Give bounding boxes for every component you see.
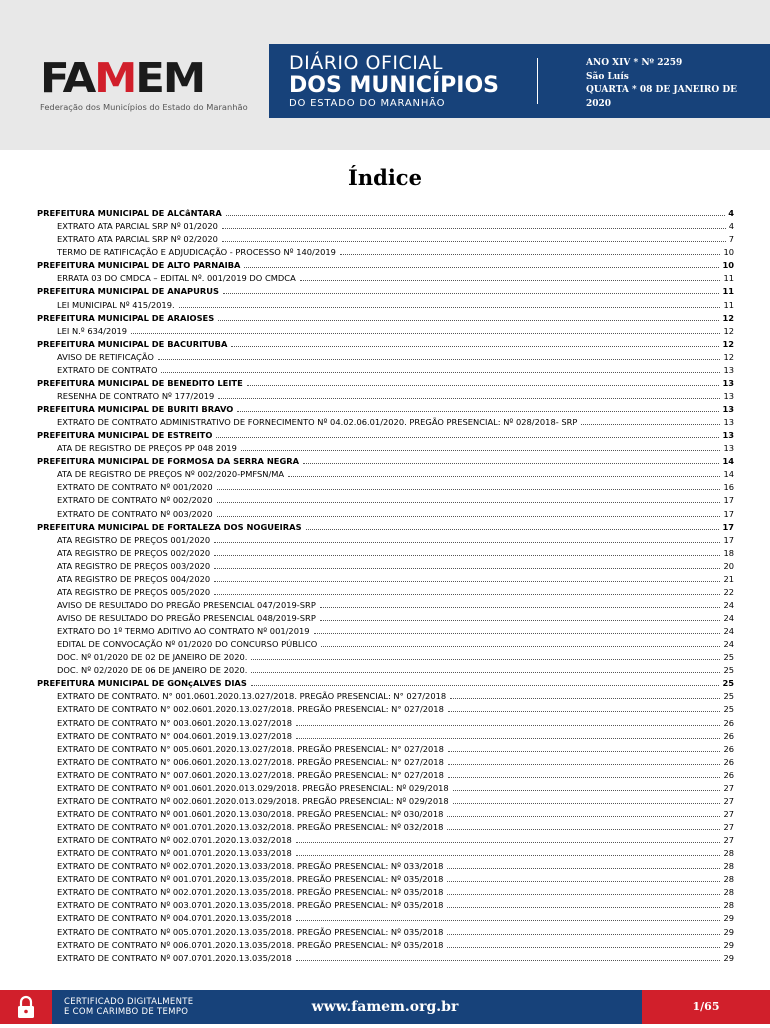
toc-entry-title: PREFEITURA MUNICIPAL DE ALCâNTARA bbox=[37, 208, 222, 219]
toc-page-number: 27 bbox=[723, 795, 734, 806]
toc-entry-title: ATA REGISTRO DE PREÇOS 001/2020 bbox=[57, 534, 211, 545]
toc-dot-leader bbox=[214, 568, 720, 569]
toc-entry-row[interactable] bbox=[37, 232, 734, 245]
toc-entry-title: PREFEITURA MUNICIPAL DE BURITI BRAVO bbox=[37, 404, 234, 414]
toc-entry-title: EXTRATO DE CONTRATO ADMINISTRATIVO DE FORNECIMENTO Nº 04.02.06.01/2020. PREGÃO PRESENCIAL: Nº 028/2018- SRP bbox=[57, 417, 578, 428]
toc-section-row[interactable] bbox=[37, 258, 734, 271]
page-number-box bbox=[642, 990, 770, 1024]
toc-page-number: 14 bbox=[722, 456, 734, 467]
toc-entry-title: ERRATA 03 DO CMDCA – EDITAL Nº. 001/2019 DO CMDCA bbox=[57, 273, 296, 284]
toc-page-number: 13 bbox=[723, 364, 734, 375]
toc-dot-leader bbox=[448, 777, 721, 778]
toc-entry-row[interactable] bbox=[37, 611, 734, 624]
toc-section-row[interactable] bbox=[37, 284, 734, 297]
toc-dot-leader bbox=[231, 346, 719, 347]
toc-dot-leader bbox=[214, 581, 720, 582]
famem-logo bbox=[40, 54, 248, 114]
toc-page-number: 26 bbox=[723, 769, 734, 780]
toc-entry-title: EXTRATO DE CONTRATO Nº 001.0601.2020.13.030/2018. PREGÃO PRESENCIAL: Nº 030/2018 bbox=[57, 808, 444, 819]
toc-dot-leader bbox=[158, 359, 721, 360]
logo-letters-fa: FA bbox=[40, 54, 95, 102]
famem-logo-word bbox=[40, 56, 204, 100]
page-header bbox=[0, 0, 770, 150]
toc-entry-row[interactable] bbox=[37, 480, 734, 493]
toc-section-row[interactable] bbox=[37, 520, 734, 533]
toc-page-number: 17 bbox=[722, 521, 734, 532]
toc-entry-row[interactable] bbox=[37, 768, 734, 781]
toc-page-number: 11 bbox=[723, 273, 734, 284]
toc-dot-leader bbox=[303, 463, 719, 464]
toc-page-number: 22 bbox=[723, 586, 734, 597]
toc-page-number: 12 bbox=[723, 325, 734, 336]
toc-page-number: 13 bbox=[722, 404, 734, 414]
toc-dot-leader bbox=[222, 241, 726, 242]
toc-page-number: 21 bbox=[723, 573, 734, 584]
toc-page-number: 16 bbox=[723, 482, 734, 493]
toc-entry-title: EXTRATO DE CONTRATO Nº 002.0701.2020.13.032/2018 bbox=[57, 835, 292, 846]
toc-section-row[interactable] bbox=[37, 206, 734, 219]
toc-entry-title: LEI MUNICIPAL Nº 415/2019. bbox=[57, 299, 175, 310]
toc-entry-row[interactable] bbox=[37, 742, 734, 755]
toc-dot-leader bbox=[251, 659, 720, 660]
toc-entry-row[interactable] bbox=[37, 637, 734, 650]
toc-dot-leader bbox=[314, 633, 721, 634]
toc-page-number: 24 bbox=[723, 613, 734, 623]
toc-entry-title: EXTRATO DE CONTRATO Nº 002/2020 bbox=[57, 495, 213, 506]
toc-dot-leader bbox=[296, 738, 720, 739]
toc-dot-leader bbox=[179, 307, 721, 308]
toc-entry-title: PREFEITURA MUNICIPAL DE ALTO PARNAIBA bbox=[37, 260, 241, 271]
toc-section-row[interactable] bbox=[37, 311, 734, 324]
toc-page-number: 18 bbox=[723, 547, 734, 558]
toc-entry-title: PREFEITURA MUNICIPAL DE ESTREITO bbox=[37, 430, 213, 441]
toc-dot-leader bbox=[447, 894, 720, 895]
edition-date-line2: 2020 bbox=[586, 98, 612, 109]
toc-page-number: 28 bbox=[723, 887, 734, 898]
toc-entry-title: PREFEITURA MUNICIPAL DE BACURITUBA bbox=[37, 338, 228, 349]
toc-entry-title: ATA REGISTRO DE PREÇOS 002/2020 bbox=[57, 547, 211, 558]
toc-dot-leader bbox=[321, 646, 720, 647]
toc-page-number: 12 bbox=[723, 351, 734, 362]
toc-dot-leader bbox=[448, 751, 721, 752]
toc-entry-title: EXTRATO DE CONTRATO Nº 001/2020 bbox=[57, 482, 213, 493]
toc-entry-row[interactable] bbox=[37, 833, 734, 846]
toc-entry-row[interactable] bbox=[37, 715, 734, 728]
banner-title-line3: DO ESTADO DO MARANHÃO bbox=[289, 98, 446, 109]
toc-dot-leader bbox=[214, 555, 720, 556]
toc-entry-row[interactable] bbox=[37, 924, 734, 937]
toc-page-number: 12 bbox=[722, 338, 734, 349]
toc-dot-leader bbox=[288, 476, 720, 477]
toc-dot-leader bbox=[217, 502, 721, 503]
toc-entry-title: AVISO DE RESULTADO DO PREGÃO PRESENCIAL 047/2019-SRP bbox=[57, 599, 316, 610]
toc-page-number: 13 bbox=[723, 390, 734, 401]
toc-entry-row[interactable] bbox=[37, 898, 734, 911]
toc-entry-row[interactable] bbox=[37, 585, 734, 598]
toc-entry-title: EXTRATO DE CONTRATO Nº 001.0701.2020.13.032/2018. PREGÃO PRESENCIAL: Nº 032/2018 bbox=[57, 822, 444, 832]
toc-dot-leader bbox=[447, 934, 720, 935]
toc-page-number: 27 bbox=[723, 782, 734, 793]
toc-entry-title: PREFEITURA MUNICIPAL DE ANAPURUS bbox=[37, 286, 219, 297]
toc-entry-row[interactable] bbox=[37, 389, 734, 402]
toc-page-number: 28 bbox=[723, 848, 734, 859]
toc-dot-leader bbox=[296, 725, 720, 726]
toc-page-number: 28 bbox=[723, 861, 734, 872]
cert-line2: E COM CARIMBO DE TEMPO bbox=[64, 1007, 189, 1017]
toc-dot-leader bbox=[450, 698, 720, 699]
toc-entry-row[interactable] bbox=[37, 794, 734, 807]
toc-entry-row[interactable] bbox=[37, 506, 734, 519]
toc-page-number: 4 bbox=[728, 221, 734, 232]
toc-dot-leader bbox=[226, 215, 725, 216]
toc-entry-row[interactable] bbox=[37, 689, 734, 702]
toc-page-number: 17 bbox=[723, 495, 734, 506]
toc-dot-leader bbox=[222, 228, 726, 229]
toc-page-number: 24 bbox=[723, 626, 734, 637]
toc-dot-leader bbox=[218, 398, 720, 399]
toc-entry-title: EXTRATO ATA PARCIAL SRP Nº 01/2020 bbox=[57, 221, 218, 232]
toc-dot-leader bbox=[448, 764, 721, 765]
toc-entry-title: EDITAL DE CONVOCAÇÃO Nº 01/2020 DO CONCURSO PÚBLICO bbox=[57, 639, 318, 650]
toc-entry-row[interactable] bbox=[37, 441, 734, 454]
edition-info bbox=[586, 57, 737, 111]
toc-entry-title: EXTRATO DE CONTRATO Nº 001.0701.2020.13.035/2018. PREGÃO PRESENCIAL: Nº 035/2018 bbox=[57, 874, 444, 885]
toc-entry-title: EXTRATO DE CONTRATO N° 002.0601.2020.13.027/2018. PREGÃO PRESENCIAL: N° 027/2018 bbox=[57, 704, 444, 715]
toc-dot-leader bbox=[237, 411, 719, 412]
toc-page-number: 24 bbox=[723, 639, 734, 650]
toc-page-number: 24 bbox=[723, 599, 734, 610]
toc-page-number: 13 bbox=[722, 430, 734, 441]
toc-entry-title: EXTRATO DE CONTRATO. N° 001.0601.2020.13.027/2018. PREGÃO PRESENCIAL: N° 027/2018 bbox=[57, 691, 447, 702]
toc-entry-title: EXTRATO DE CONTRATO Nº 007.0701.2020.13.035/2018 bbox=[57, 952, 292, 963]
toc-dot-leader bbox=[214, 542, 720, 543]
edition-number: ANO XIV * Nº 2259 bbox=[586, 58, 683, 68]
toc-entry-row[interactable] bbox=[37, 938, 734, 951]
toc-entry-row[interactable] bbox=[37, 911, 734, 924]
toc-entry-row[interactable] bbox=[37, 820, 734, 833]
toc-entry-title: PREFEITURA MUNICIPAL DE FORMOSA DA SERRA NEGRA bbox=[37, 456, 300, 467]
logo-letters-em: EM bbox=[135, 54, 204, 102]
toc-page-number: 11 bbox=[722, 286, 734, 297]
toc-page-number: 26 bbox=[723, 730, 734, 741]
toc-entry-row[interactable] bbox=[37, 297, 734, 310]
toc-entry-title: EXTRATO DE CONTRATO Nº 002.0701.2020.13.033/2018. PREGÃO PRESENCIAL: Nº 033/2018 bbox=[57, 861, 444, 872]
toc-entry-row[interactable] bbox=[37, 415, 734, 428]
diario-oficial-banner bbox=[269, 44, 770, 118]
toc-page-number: 10 bbox=[723, 247, 734, 258]
toc-entry-row[interactable] bbox=[37, 781, 734, 794]
toc-entry-row[interactable] bbox=[37, 559, 734, 572]
toc-entry-title: EXTRATO DE CONTRATO Nº 004.0701.2020.13.035/2018 bbox=[57, 913, 292, 924]
toc-dot-leader bbox=[447, 947, 720, 948]
toc-entry-row[interactable] bbox=[37, 885, 734, 898]
toc-dot-leader bbox=[320, 620, 721, 621]
toc-dot-leader bbox=[244, 267, 719, 268]
toc-section-row[interactable] bbox=[37, 428, 734, 441]
toc-page-number: 27 bbox=[723, 808, 734, 819]
toc-dot-leader bbox=[447, 829, 720, 830]
toc-page-number: 10 bbox=[722, 260, 734, 271]
toc-entry-row[interactable] bbox=[37, 624, 734, 637]
toc-dot-leader bbox=[217, 516, 721, 517]
toc-page-number: 25 bbox=[722, 678, 734, 689]
cert-line1: CERTIFICADO DIGITALMENTE bbox=[64, 997, 194, 1007]
toc-section-row[interactable] bbox=[37, 676, 734, 689]
famem-logo-subtitle: Federação dos Municípios do Estado do Maranhão bbox=[40, 102, 248, 112]
toc-entry-row[interactable] bbox=[37, 324, 734, 337]
table-of-contents bbox=[37, 206, 734, 964]
toc-entry-title: ATA DE REGISTRO DE PREÇOS PP 048 2019 bbox=[57, 443, 237, 454]
toc-entry-title: LEI N.º 634/2019 bbox=[57, 325, 128, 336]
toc-dot-leader bbox=[218, 320, 719, 321]
banner-title-line2: DOS MUNICÍPIOS bbox=[289, 73, 500, 98]
toc-dot-leader bbox=[296, 855, 721, 856]
toc-dot-leader bbox=[223, 293, 720, 294]
toc-section-row[interactable] bbox=[37, 402, 734, 415]
toc-dot-leader bbox=[453, 803, 721, 804]
toc-entry-row[interactable] bbox=[37, 533, 734, 546]
toc-entry-title: EXTRATO DE CONTRATO N° 007.0601.2020.13.027/2018. PREGÃO PRESENCIAL: N° 027/2018 bbox=[57, 769, 444, 780]
toc-dot-leader bbox=[447, 907, 720, 908]
toc-entry-row[interactable] bbox=[37, 663, 734, 676]
toc-page-number: 28 bbox=[723, 874, 734, 885]
toc-entry-row[interactable] bbox=[37, 650, 734, 663]
toc-dot-leader bbox=[216, 437, 719, 438]
toc-page-number: 25 bbox=[723, 691, 734, 702]
toc-entry-title: AVISO DE RETIFICAÇÃO bbox=[57, 351, 154, 362]
toc-dot-leader bbox=[296, 960, 721, 961]
toc-dot-leader bbox=[217, 489, 721, 490]
toc-dot-leader bbox=[296, 920, 721, 921]
toc-dot-leader bbox=[453, 790, 721, 791]
toc-entry-title: ATA REGISTRO DE PREÇOS 004/2020 bbox=[57, 573, 211, 584]
toc-entry-title: EXTRATO DE CONTRATO N° 006.0601.2020.13.027/2018. PREGÃO PRESENCIAL: N° 027/2018 bbox=[57, 756, 444, 767]
edition-city: São Luís bbox=[586, 71, 629, 82]
toc-entry-title: EXTRATO ATA PARCIAL SRP Nº 02/2020 bbox=[57, 234, 218, 245]
toc-dot-leader bbox=[247, 385, 720, 386]
toc-entry-row[interactable] bbox=[37, 872, 734, 885]
toc-entry-row[interactable] bbox=[37, 493, 734, 506]
toc-entry-row[interactable] bbox=[37, 245, 734, 258]
toc-entry-title: EXTRATO DE CONTRATO bbox=[57, 364, 158, 375]
toc-entry-title: EXTRATO DE CONTRATO Nº 001.0601.2020.013.029/2018. PREGÃO PRESENCIAL: Nº 029/2018 bbox=[57, 782, 449, 793]
toc-page-number: 14 bbox=[723, 469, 734, 480]
toc-entry-title: EXTRATO DE CONTRATO Nº 002.0701.2020.13.035/2018. PREGÃO PRESENCIAL: Nº 035/2018 bbox=[57, 887, 444, 898]
toc-entry-title: ATA REGISTRO DE PREÇOS 003/2020 bbox=[57, 560, 211, 571]
toc-dot-leader bbox=[251, 672, 720, 673]
toc-entry-row[interactable] bbox=[37, 951, 734, 964]
toc-section-row[interactable] bbox=[37, 376, 734, 389]
toc-entry-row[interactable] bbox=[37, 363, 734, 376]
toc-page-number: 12 bbox=[722, 312, 734, 323]
toc-entry-title: EXTRATO DE CONTRATO N° 004.0601.2019.13.027/2018 bbox=[57, 730, 293, 741]
toc-page-number: 29 bbox=[723, 939, 734, 950]
toc-entry-row[interactable] bbox=[37, 702, 734, 715]
toc-section-row[interactable] bbox=[37, 454, 734, 467]
page-title: Índice bbox=[348, 165, 422, 190]
toc-dot-leader bbox=[447, 816, 720, 817]
toc-entry-title: EXTRATO DE CONTRATO Nº 003.0701.2020.13.035/2018. PREGÃO PRESENCIAL: Nº 035/2018 bbox=[57, 900, 444, 911]
toc-page-number: 29 bbox=[723, 913, 734, 924]
toc-entry-title: EXTRATO DE CONTRATO N° 005.0601.2020.13.027/2018. PREGÃO PRESENCIAL: N° 027/2018 bbox=[57, 743, 444, 754]
toc-dot-leader bbox=[300, 280, 721, 281]
toc-page-number: 17 bbox=[723, 508, 734, 519]
banner-title-line1: DIÁRIO OFICIAL bbox=[289, 52, 443, 74]
toc-entry-row[interactable] bbox=[37, 572, 734, 585]
toc-page-number: 25 bbox=[723, 704, 734, 715]
toc-entry-row[interactable] bbox=[37, 271, 734, 284]
toc-entry-row[interactable] bbox=[37, 807, 734, 820]
toc-page-number: 4 bbox=[728, 208, 734, 219]
toc-entry-row[interactable] bbox=[37, 350, 734, 363]
toc-entry-row[interactable] bbox=[37, 846, 734, 859]
toc-page-number: 25 bbox=[723, 665, 734, 676]
toc-dot-leader bbox=[448, 711, 721, 712]
toc-entry-row[interactable] bbox=[37, 467, 734, 480]
page-footer bbox=[0, 990, 770, 1024]
toc-entry-row[interactable] bbox=[37, 546, 734, 559]
toc-section-row[interactable] bbox=[37, 337, 734, 350]
toc-entry-title: EXTRATO DE CONTRATO N° 003.0601.2020.13.027/2018 bbox=[57, 717, 293, 728]
edition-date-line1: QUARTA * 08 DE JANEIRO DE bbox=[586, 85, 737, 96]
toc-entry-row[interactable] bbox=[37, 859, 734, 872]
toc-entry-title: ATA REGISTRO DE PREÇOS 005/2020 bbox=[57, 586, 211, 597]
toc-page-number: 29 bbox=[723, 952, 734, 963]
toc-page-number: 25 bbox=[723, 652, 734, 663]
toc-entry-title: PREFEITURA MUNICIPAL DE GONçALVES DIAS bbox=[37, 678, 247, 689]
toc-dot-leader bbox=[581, 424, 720, 425]
toc-page-number: 13 bbox=[723, 417, 734, 428]
toc-dot-leader bbox=[320, 607, 721, 608]
toc-page-number: 26 bbox=[723, 717, 734, 728]
website-link[interactable]: www.famem.org.br bbox=[311, 999, 459, 1015]
toc-entry-title: EXTRATO DO 1º TERMO ADITIVO AO CONTRATO Nº 001/2019 bbox=[57, 626, 310, 637]
toc-entry-title: PREFEITURA MUNICIPAL DE ARAIOSES bbox=[37, 312, 215, 323]
toc-page-number: 29 bbox=[723, 926, 734, 937]
toc-entry-title: ATA DE REGISTRO DE PREÇOS Nº 002/2020-PMFSN/MA bbox=[57, 469, 285, 480]
toc-page-number: 13 bbox=[722, 377, 734, 388]
toc-page-number: 13 bbox=[723, 443, 734, 454]
toc-dot-leader bbox=[131, 333, 720, 334]
toc-page-number: 17 bbox=[723, 534, 734, 545]
toc-entry-title: PREFEITURA MUNICIPAL DE BENEDITO LEITE bbox=[37, 377, 243, 388]
toc-entry-row[interactable] bbox=[37, 729, 734, 742]
toc-entry-title: PREFEITURA MUNICIPAL DE FORTALEZA DOS NOGUEIRAS bbox=[37, 521, 302, 532]
toc-dot-leader bbox=[306, 529, 720, 530]
toc-page-number: 11 bbox=[723, 299, 734, 310]
logo-letter-m: M bbox=[94, 54, 136, 102]
toc-dot-leader bbox=[251, 685, 720, 686]
toc-entry-title: EXTRATO DE CONTRATO Nº 003/2020 bbox=[57, 508, 213, 519]
toc-entry-row[interactable] bbox=[37, 219, 734, 232]
toc-entry-row[interactable] bbox=[37, 755, 734, 768]
toc-dot-leader bbox=[296, 842, 721, 843]
toc-entry-title: RESENHA DE CONTRATO Nº 177/2019 bbox=[57, 390, 215, 401]
toc-entry-row[interactable] bbox=[37, 598, 734, 611]
toc-page-number: 27 bbox=[723, 822, 734, 832]
toc-page-number: 26 bbox=[723, 743, 734, 754]
toc-dot-leader bbox=[241, 450, 721, 451]
toc-entry-title: EXTRATO DE CONTRATO Nº 002.0601.2020.013.029/2018. PREGÃO PRESENCIAL: Nº 029/2018 bbox=[57, 795, 449, 806]
toc-page-number: 20 bbox=[723, 560, 734, 571]
toc-entry-title: TERMO DE RATIFICAÇÃO E ADJUDICAÇÃO - PROCESSO Nº 140/2019 bbox=[57, 247, 336, 258]
toc-entry-title: EXTRATO DE CONTRATO Nº 005.0701.2020.13.035/2018. PREGÃO PRESENCIAL: Nº 035/2018 bbox=[57, 926, 444, 937]
toc-dot-leader bbox=[214, 594, 720, 595]
toc-entry-title: DOC. Nº 02/2020 DE 06 DE JANEIRO DE 2020. bbox=[57, 665, 248, 676]
toc-entry-title: DOC. Nº 01/2020 DE 02 DE JANEIRO DE 2020. bbox=[57, 652, 248, 663]
toc-page-number: 7 bbox=[728, 234, 734, 245]
toc-entry-title: EXTRATO DE CONTRATO Nº 001.0701.2020.13.033/2018 bbox=[57, 848, 292, 859]
toc-dot-leader bbox=[447, 881, 720, 882]
toc-page-number: 27 bbox=[723, 835, 734, 846]
toc-dot-leader bbox=[340, 254, 720, 255]
page-number: 1/65 bbox=[692, 1000, 720, 1013]
banner-divider bbox=[537, 58, 538, 104]
toc-page-number: 28 bbox=[723, 900, 734, 911]
toc-page-number: 26 bbox=[723, 756, 734, 767]
toc-dot-leader bbox=[447, 868, 720, 869]
toc-dot-leader bbox=[161, 372, 720, 373]
toc-entry-title: AVISO DE RESULTADO DO PREGÃO PRESENCIAL 048/2019-SRP bbox=[57, 613, 316, 623]
toc-entry-title: EXTRATO DE CONTRATO Nº 006.0701.2020.13.035/2018. PREGÃO PRESENCIAL: Nº 035/2018 bbox=[57, 939, 444, 950]
